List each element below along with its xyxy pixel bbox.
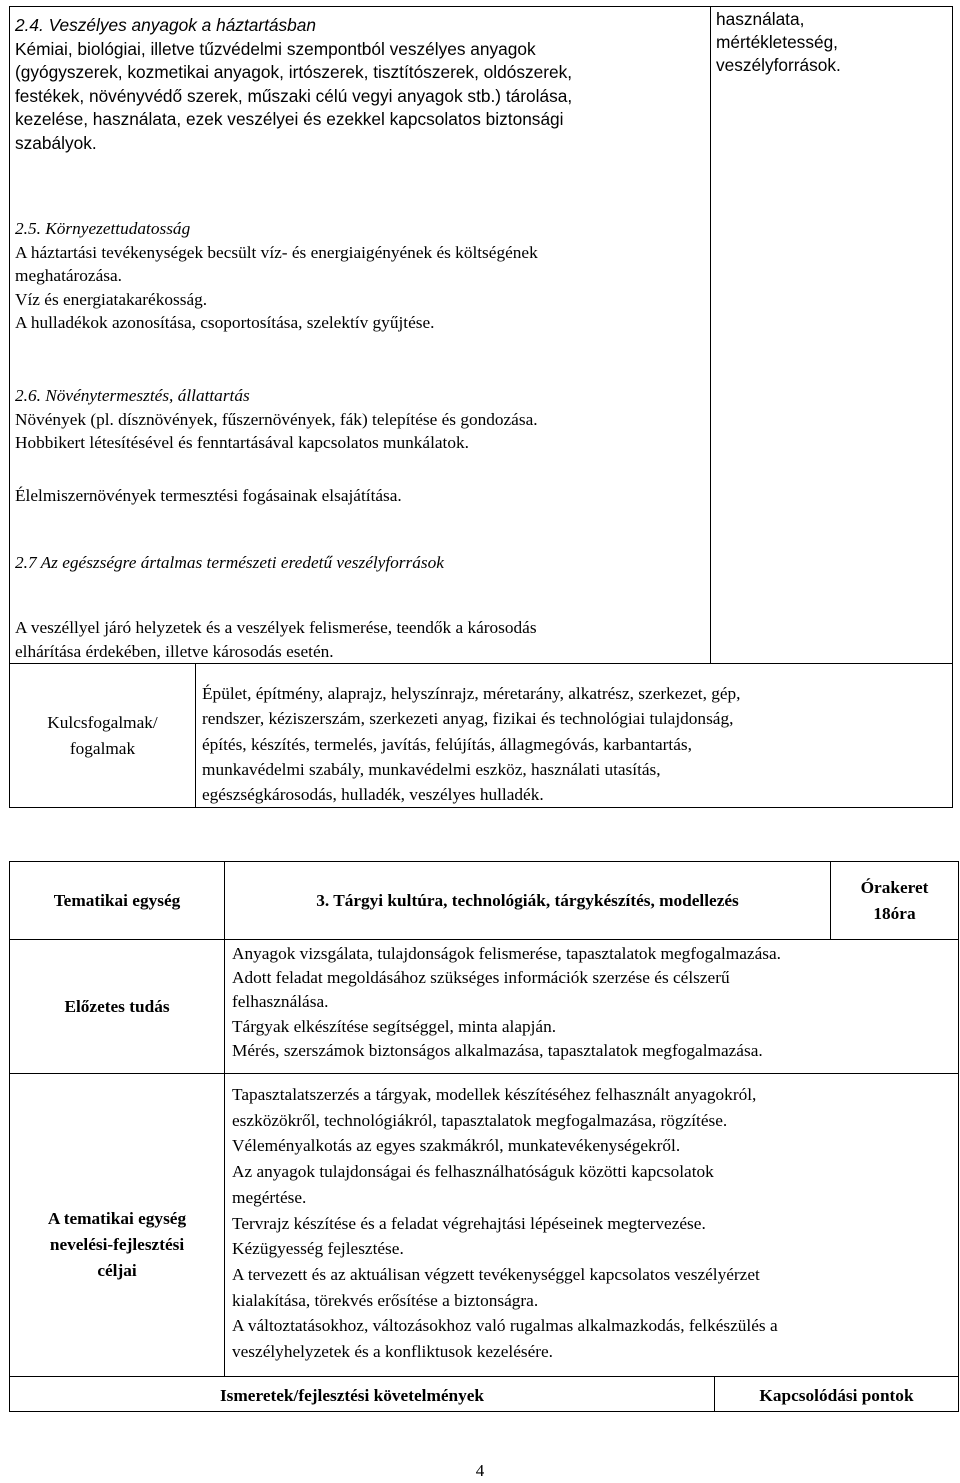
- unit-title-text: 3. Tárgyi kultúra, technológiák, tárgykészítés, modellezés: [316, 890, 739, 910]
- goals-line: eszközökről, technológiákról, tapasztalatok megfogalmazása, rögzítése.: [232, 1110, 728, 1130]
- keywords-content: [202, 681, 947, 807]
- goals-label: [9, 1073, 225, 1377]
- section-2-6: [15, 384, 705, 455]
- right-column-cell: [710, 6, 953, 664]
- goals-line: Véleményalkotás az egyes szakmákról, munkatevékenységekről.: [232, 1136, 681, 1156]
- goals-line: A tervezett és az aktuálisan végzett tevékenységgel kapcsolatos veszélyérzet: [232, 1264, 760, 1284]
- keywords-line: egészségkárosodás, hulladék, veszélyes hulladék.: [202, 785, 544, 805]
- section-2-4-line: (gyógyszerek, kozmetikai anyagok, irtószerek, tisztítószerek, oldószerek,: [15, 62, 573, 82]
- hours-value: 18óra: [873, 903, 916, 923]
- prior-knowledge-line: Mérés, szerszámok biztonságos alkalmazása, tapasztalatok megfogalmazása.: [232, 1040, 763, 1060]
- connections-header-text: Kapcsolódási pontok: [759, 1386, 914, 1405]
- section-2-6-title: 2.6. Növénytermesztés, állattartás: [15, 386, 250, 405]
- keywords-label: [9, 663, 196, 808]
- section-2-5-line: A háztartási tevékenységek becsült víz- és energiaigényének és költségének: [15, 242, 538, 262]
- section-2-5: [15, 217, 705, 335]
- prior-knowledge-line: Tárgyak elkészítése segítséggel, minta alapján.: [232, 1016, 557, 1036]
- unit-label: [9, 861, 225, 940]
- section-2-5-line: Víz és energiatakarékosság.: [15, 289, 208, 309]
- goals-line: Kézügyesség fejlesztése.: [232, 1239, 404, 1259]
- keywords-line: Épület, építmény, alaprajz, helyszínrajz, méretarány, alkatrész, szerkezet, gép,: [202, 684, 741, 703]
- goals-line: A változtatásokhoz, változásokhoz való rugalmas alkalmazkodás, felkészülés a: [232, 1316, 778, 1336]
- keywords-line: építés, készítés, termelés, javítás, felújítás, állagmegóvás, karbantartás,: [202, 734, 692, 754]
- goals-content: [232, 1082, 954, 1365]
- goals-line: megértése.: [232, 1187, 307, 1207]
- section-2-7-line: elhárítása érdekében, illetve károsodás esetén.: [15, 641, 334, 661]
- section-2-7-title: 2.7 Az egészségre ártalmas természeti eredetű veszélyforrások: [15, 553, 444, 572]
- section-2-4-line: kezelése, használata, ezek veszélyei és ezekkel kapcsolatos biztonsági: [15, 109, 564, 129]
- prior-knowledge-line: Anyagok vizsgálata, tulajdonságok felismerése, tapasztalatok megfogalmazása.: [232, 944, 781, 963]
- page-number: [455, 1461, 505, 1481]
- keywords-line: munkavédelmi szabály, munkavédelmi eszköz, használati utasítás,: [202, 759, 661, 779]
- section-2-5-line: meghatározása.: [15, 266, 122, 285]
- right-column-line: használata,: [716, 9, 805, 29]
- section-2-4: [15, 14, 705, 155]
- goals-line: kialakítása, törekvés erősítése a biztonságra.: [232, 1290, 539, 1310]
- goals-label-line: céljai: [97, 1261, 137, 1280]
- hours: [830, 861, 959, 940]
- hours-label: Órakeret: [860, 877, 929, 897]
- goals-line: veszélyhelyzetek és a konfliktusok kezelésére.: [232, 1342, 554, 1362]
- section-2-5-line: A hulladékok azonosítása, csoportosítása, szelektív gyűjtése.: [15, 313, 435, 332]
- right-column-line: mértékletesség,: [716, 32, 838, 52]
- section-2-4-line: festékek, növényvédő szerek, műszaki célú vegyi anyagok stb.) tárolása,: [15, 85, 573, 106]
- goals-label-line: nevelési-fejlesztési: [49, 1235, 185, 1254]
- right-column-text: [716, 8, 948, 77]
- section-2-4-line: Kémiai, biológiai, illetve tűzvédelmi szempontból veszélyes anyagok: [15, 38, 536, 59]
- goals-line: Tapasztalatszerzés a tárgyak, modellek készítéséhez felhasznált anyagokról,: [232, 1085, 757, 1104]
- requirements-header-text: Ismeretek/fejlesztési követelmények: [219, 1386, 485, 1405]
- unit-label-text: Tematikai egység: [53, 890, 181, 910]
- goals-label-line: A tematikai egység: [47, 1209, 187, 1228]
- section-2-7-line: A veszéllyel járó helyzetek és a veszélyek felismerése, teendők a károsodás: [15, 618, 537, 637]
- goals-line: Az anyagok tulajdonságai és felhasználhatóságuk közötti kapcsolatok: [232, 1162, 714, 1182]
- goals-line: Tervrajz készítése és a feladat végrehajtási lépéseinek megtervezése.: [232, 1213, 706, 1233]
- prior-knowledge-line: Adott feladat megoldásához szükséges információk szerzése és célszerű: [232, 968, 730, 988]
- section-2-7-body: [15, 616, 705, 663]
- prior-knowledge-content: [232, 942, 954, 1063]
- section-2-4-line: szabályok.: [15, 132, 97, 153]
- prior-knowledge-line: felhasználása.: [232, 992, 329, 1012]
- unit-title: [224, 861, 831, 940]
- section-2-6-line: Növények (pl. dísznövények, fűszernövények, fák) telepítése és gondozása.: [15, 409, 538, 429]
- section-2-6-line: Hobbikert létesítésével és fenntartásával kapcsolatos munkálatok.: [15, 433, 469, 452]
- section-2-4-title: 2.4. Veszélyes anyagok a háztartásban: [15, 15, 317, 35]
- keywords-line: rendszer, kéziszerszám, szerkezeti anyag, fizikai és technológiai tulajdonság,: [202, 709, 734, 729]
- keywords-label-line: Kulcsfogalmak/: [47, 712, 158, 732]
- section-2-6-extra: Élelmiszernövények termesztési fogásainak elsajátítása.: [15, 486, 402, 505]
- prior-knowledge-label-text: Előzetes tudás: [64, 996, 170, 1016]
- prior-knowledge-label: [9, 939, 225, 1074]
- right-column-line: veszélyforrások.: [716, 55, 841, 75]
- connections-header: [714, 1376, 959, 1416]
- keywords-label-line: fogalmak: [69, 738, 136, 758]
- section-2-5-title: 2.5. Környezettudatosság: [15, 219, 191, 238]
- requirements-header: [9, 1376, 715, 1416]
- page-number-text: 4: [475, 1461, 485, 1480]
